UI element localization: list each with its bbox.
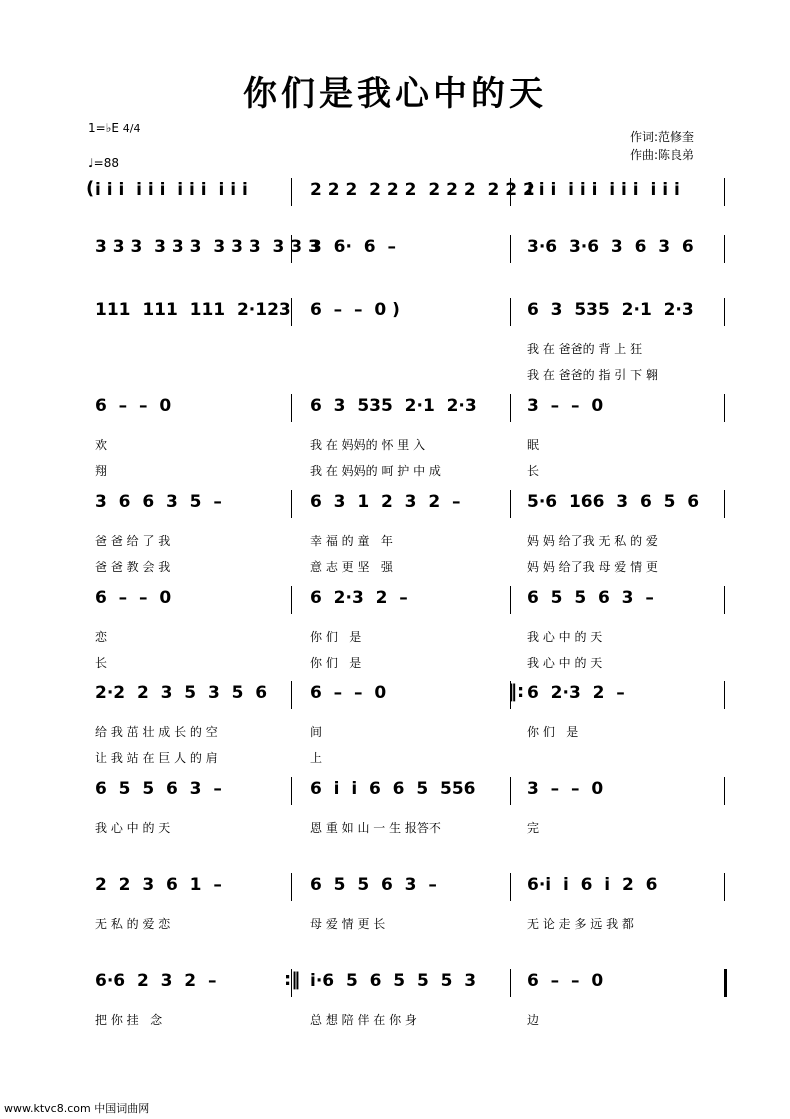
lyric-verse-1: 无 私 的 爱 恋 xyxy=(95,917,171,931)
lyric-verse-1: 恋 xyxy=(95,630,108,644)
measure-notes: 6 3 535 2·1 2·3 xyxy=(527,300,694,320)
measure-notes: 6 – – 0 ) xyxy=(310,300,400,320)
lyric-verse-1: 爸 爸 给 了 我 xyxy=(95,534,171,548)
lyric-verse-2: 我 在 爸爸的 指 引 下 翱 xyxy=(527,368,658,382)
lyric-verse-2: 翔 xyxy=(95,464,108,478)
measure-notes: 3 – – 0 xyxy=(527,779,604,799)
key-label: 1=♭E xyxy=(88,121,119,135)
measure-notes: 2·2 2 3 5 3 5 6 xyxy=(95,683,268,703)
measure-notes: 3 6· 6 – xyxy=(310,237,396,257)
measure-notes: 3 3 3 3 3 3 3 3 3 3 3 3 xyxy=(95,237,320,257)
lyric-verse-2: 让 我 站 在 巨 人 的 肩 xyxy=(95,751,218,765)
bar-line xyxy=(724,777,725,805)
lyric-verse-1: 你 们 是 xyxy=(310,630,362,644)
bar-line xyxy=(510,969,511,997)
bar-line xyxy=(510,178,511,206)
bar-line xyxy=(510,298,511,326)
bar-line xyxy=(291,178,292,206)
measure-notes: 6 3 535 2·1 2·3 xyxy=(310,396,477,416)
measure-notes: 6·i i 6 i 2 6 xyxy=(527,875,658,895)
bar-line xyxy=(291,681,292,709)
key-signature xyxy=(88,122,140,135)
bar-line xyxy=(724,298,725,326)
measure-notes: 2 2 2 2 2 2 2 2 2 2 2 2 xyxy=(310,180,535,200)
tempo-mark: ♩=88 xyxy=(88,156,119,170)
repeat-end-sign: :‖ xyxy=(284,969,301,990)
measure-notes: 2 2 3 6 1 – xyxy=(95,875,222,895)
lyric-verse-2: 你 们 是 xyxy=(310,656,362,670)
lyric-verse-2: 妈 妈 给了我 母 爱 情 更 xyxy=(527,560,658,574)
measure-notes: 6 2·3 2 – xyxy=(310,588,408,608)
measure-notes: 111 111 111 2·123 xyxy=(95,300,291,320)
measure-notes: 3 6 6 3 5 – xyxy=(95,492,222,512)
measure-notes: 5·6 166 3 6 5 6 xyxy=(527,492,700,512)
lyric-verse-1: 我 心 中 的 天 xyxy=(95,821,171,835)
composer-credit: 作曲:陈良弟 xyxy=(630,148,695,162)
bar-line xyxy=(724,490,725,518)
lyric-verse-1: 无 论 走 多 远 我 都 xyxy=(527,917,634,931)
measure-notes: i i i i i i i i i i i i xyxy=(95,180,248,200)
measure-notes: 6 3 1 2 3 2 – xyxy=(310,492,461,512)
measure-notes: 6 – – 0 xyxy=(527,971,604,991)
bar-line xyxy=(510,490,511,518)
lyric-verse-2: 长 xyxy=(95,656,108,670)
lyric-verse-1: 总 想 陪 伴 在 你 身 xyxy=(310,1013,417,1027)
measure-notes: 6 – – 0 xyxy=(310,683,387,703)
lyric-verse-1: 眠 xyxy=(527,438,540,452)
lyric-verse-2: 爸 爸 教 会 我 xyxy=(95,560,171,574)
lyric-verse-1: 母 爱 情 更 长 xyxy=(310,917,386,931)
lyric-verse-2: 长 xyxy=(527,464,540,478)
bar-line xyxy=(291,490,292,518)
bar-line xyxy=(291,586,292,614)
measure-notes: 6 5 5 6 3 – xyxy=(527,588,654,608)
lyric-verse-1: 我 心 中 的 天 xyxy=(527,630,603,644)
bar-line xyxy=(510,873,511,901)
bar-line xyxy=(724,586,725,614)
bar-line xyxy=(510,586,511,614)
measure-notes: i·6 5 6 5 5 5 3 xyxy=(310,971,477,991)
bar-line xyxy=(724,681,725,709)
bar-line xyxy=(291,298,292,326)
bar-line xyxy=(510,394,511,422)
bar-line xyxy=(510,777,511,805)
measure-notes: 6 – – 0 xyxy=(95,396,172,416)
measure-notes: 6 i i 6 6 5 556 xyxy=(310,779,476,799)
bar-line xyxy=(724,394,725,422)
lyric-verse-1: 边 xyxy=(527,1013,540,1027)
measure-notes: 6 5 5 6 3 – xyxy=(310,875,437,895)
bar-line xyxy=(291,235,292,263)
repeat-start-sign: ‖: xyxy=(508,681,525,702)
measure-notes: i i i i i i i i i i i i xyxy=(527,180,680,200)
bar-line xyxy=(724,873,725,901)
lyric-verse-1: 给 我 茁 壮 成 长 的 空 xyxy=(95,725,218,739)
measure-notes: 6 2·3 2 – xyxy=(527,683,625,703)
lyric-verse-2: 上 xyxy=(310,751,323,765)
lyric-verse-1: 你 们 是 xyxy=(527,725,579,739)
open-paren: ( xyxy=(86,178,95,199)
time-signature: 4/4 xyxy=(122,122,141,135)
bar-line xyxy=(291,394,292,422)
lyric-verse-1: 把 你 挂 念 xyxy=(95,1013,163,1027)
lyric-verse-1: 妈 妈 给了我 无 私 的 爱 xyxy=(527,534,658,548)
lyric-verse-2: 我 在 妈妈的 呵 护 中 成 xyxy=(310,464,441,478)
measure-notes: 6·6 2 3 2 – xyxy=(95,971,217,991)
lyric-verse-2: 我 心 中 的 天 xyxy=(527,656,603,670)
bar-line xyxy=(291,873,292,901)
lyric-verse-1: 我 在 爸爸的 背 上 狂 xyxy=(527,342,643,356)
lyric-verse-2: 意 志 更 坚 强 xyxy=(310,560,393,574)
bar-line xyxy=(724,969,727,997)
measure-notes: 3 – – 0 xyxy=(527,396,604,416)
lyric-verse-1: 间 xyxy=(310,725,323,739)
lyric-verse-1: 我 在 妈妈的 怀 里 入 xyxy=(310,438,426,452)
lyricist-credit: 作词:范修奎 xyxy=(630,130,695,144)
bar-line xyxy=(724,235,725,263)
lyric-verse-1: 幸 福 的 童 年 xyxy=(310,534,393,548)
bar-line xyxy=(510,235,511,263)
measure-notes: 6 5 5 6 3 – xyxy=(95,779,222,799)
measure-notes: 3·6 3·6 3 6 3 6 xyxy=(527,237,694,257)
measure-notes: 6 – – 0 xyxy=(95,588,172,608)
bar-line xyxy=(291,777,292,805)
lyric-verse-1: 完 xyxy=(527,821,540,835)
bar-line xyxy=(724,178,725,206)
site-footer: www.ktvc8.com 中国词曲网 xyxy=(4,1102,150,1115)
lyric-verse-1: 恩 重 如 山 一 生 报答不 xyxy=(310,821,441,835)
song-title: 你们是我心中的天 xyxy=(243,74,547,114)
lyric-verse-1: 欢 xyxy=(95,438,108,452)
